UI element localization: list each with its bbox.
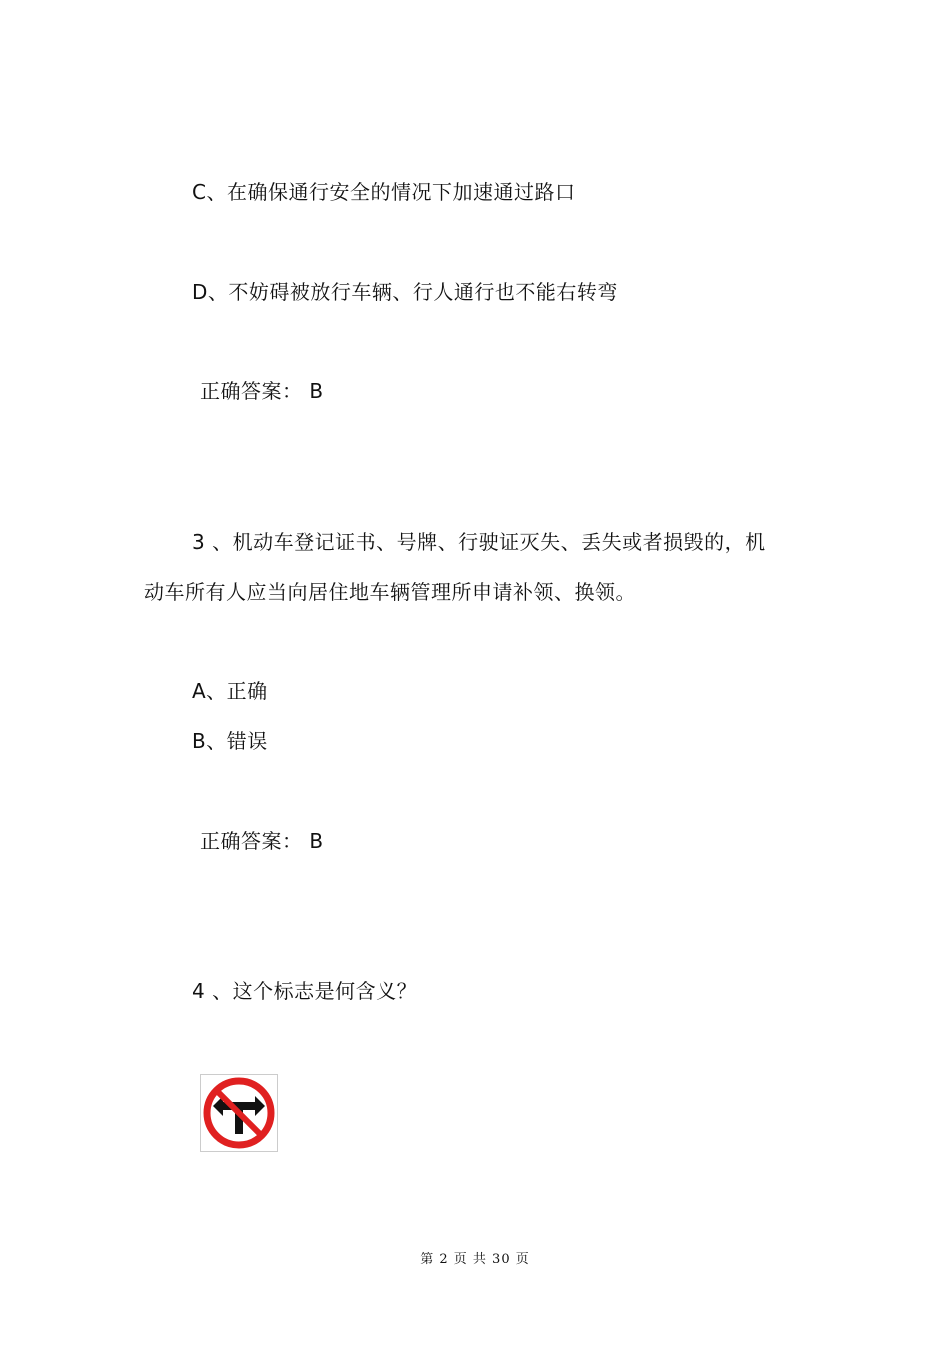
q2-option-c: C、在确保通行安全的情况下加速通过路口 [192, 180, 576, 204]
no-left-right-turn-sign-icon [200, 1074, 278, 1152]
q4-question: 4 、这个标志是何含义？ [192, 979, 418, 1003]
q3-question-line-2: 动车所有人应当向居住地车辆管理所申请补领、换领。 [144, 580, 636, 604]
q3-option-b: B、错误 [192, 729, 268, 753]
page-footer: 第 2 页 共 30 页 [420, 1252, 530, 1267]
q3-option-a: A、正确 [192, 679, 268, 703]
q2-answer: 正确答案： B [200, 379, 324, 403]
q3-question-line-1: 3 、机动车登记证书、号牌、行驶证灭失、丢失或者损毁的，机 [192, 530, 766, 554]
q2-option-d: D、不妨碍被放行车辆、行人通行也不能右转弯 [192, 280, 618, 304]
q3-answer: 正确答案： B [200, 829, 324, 853]
